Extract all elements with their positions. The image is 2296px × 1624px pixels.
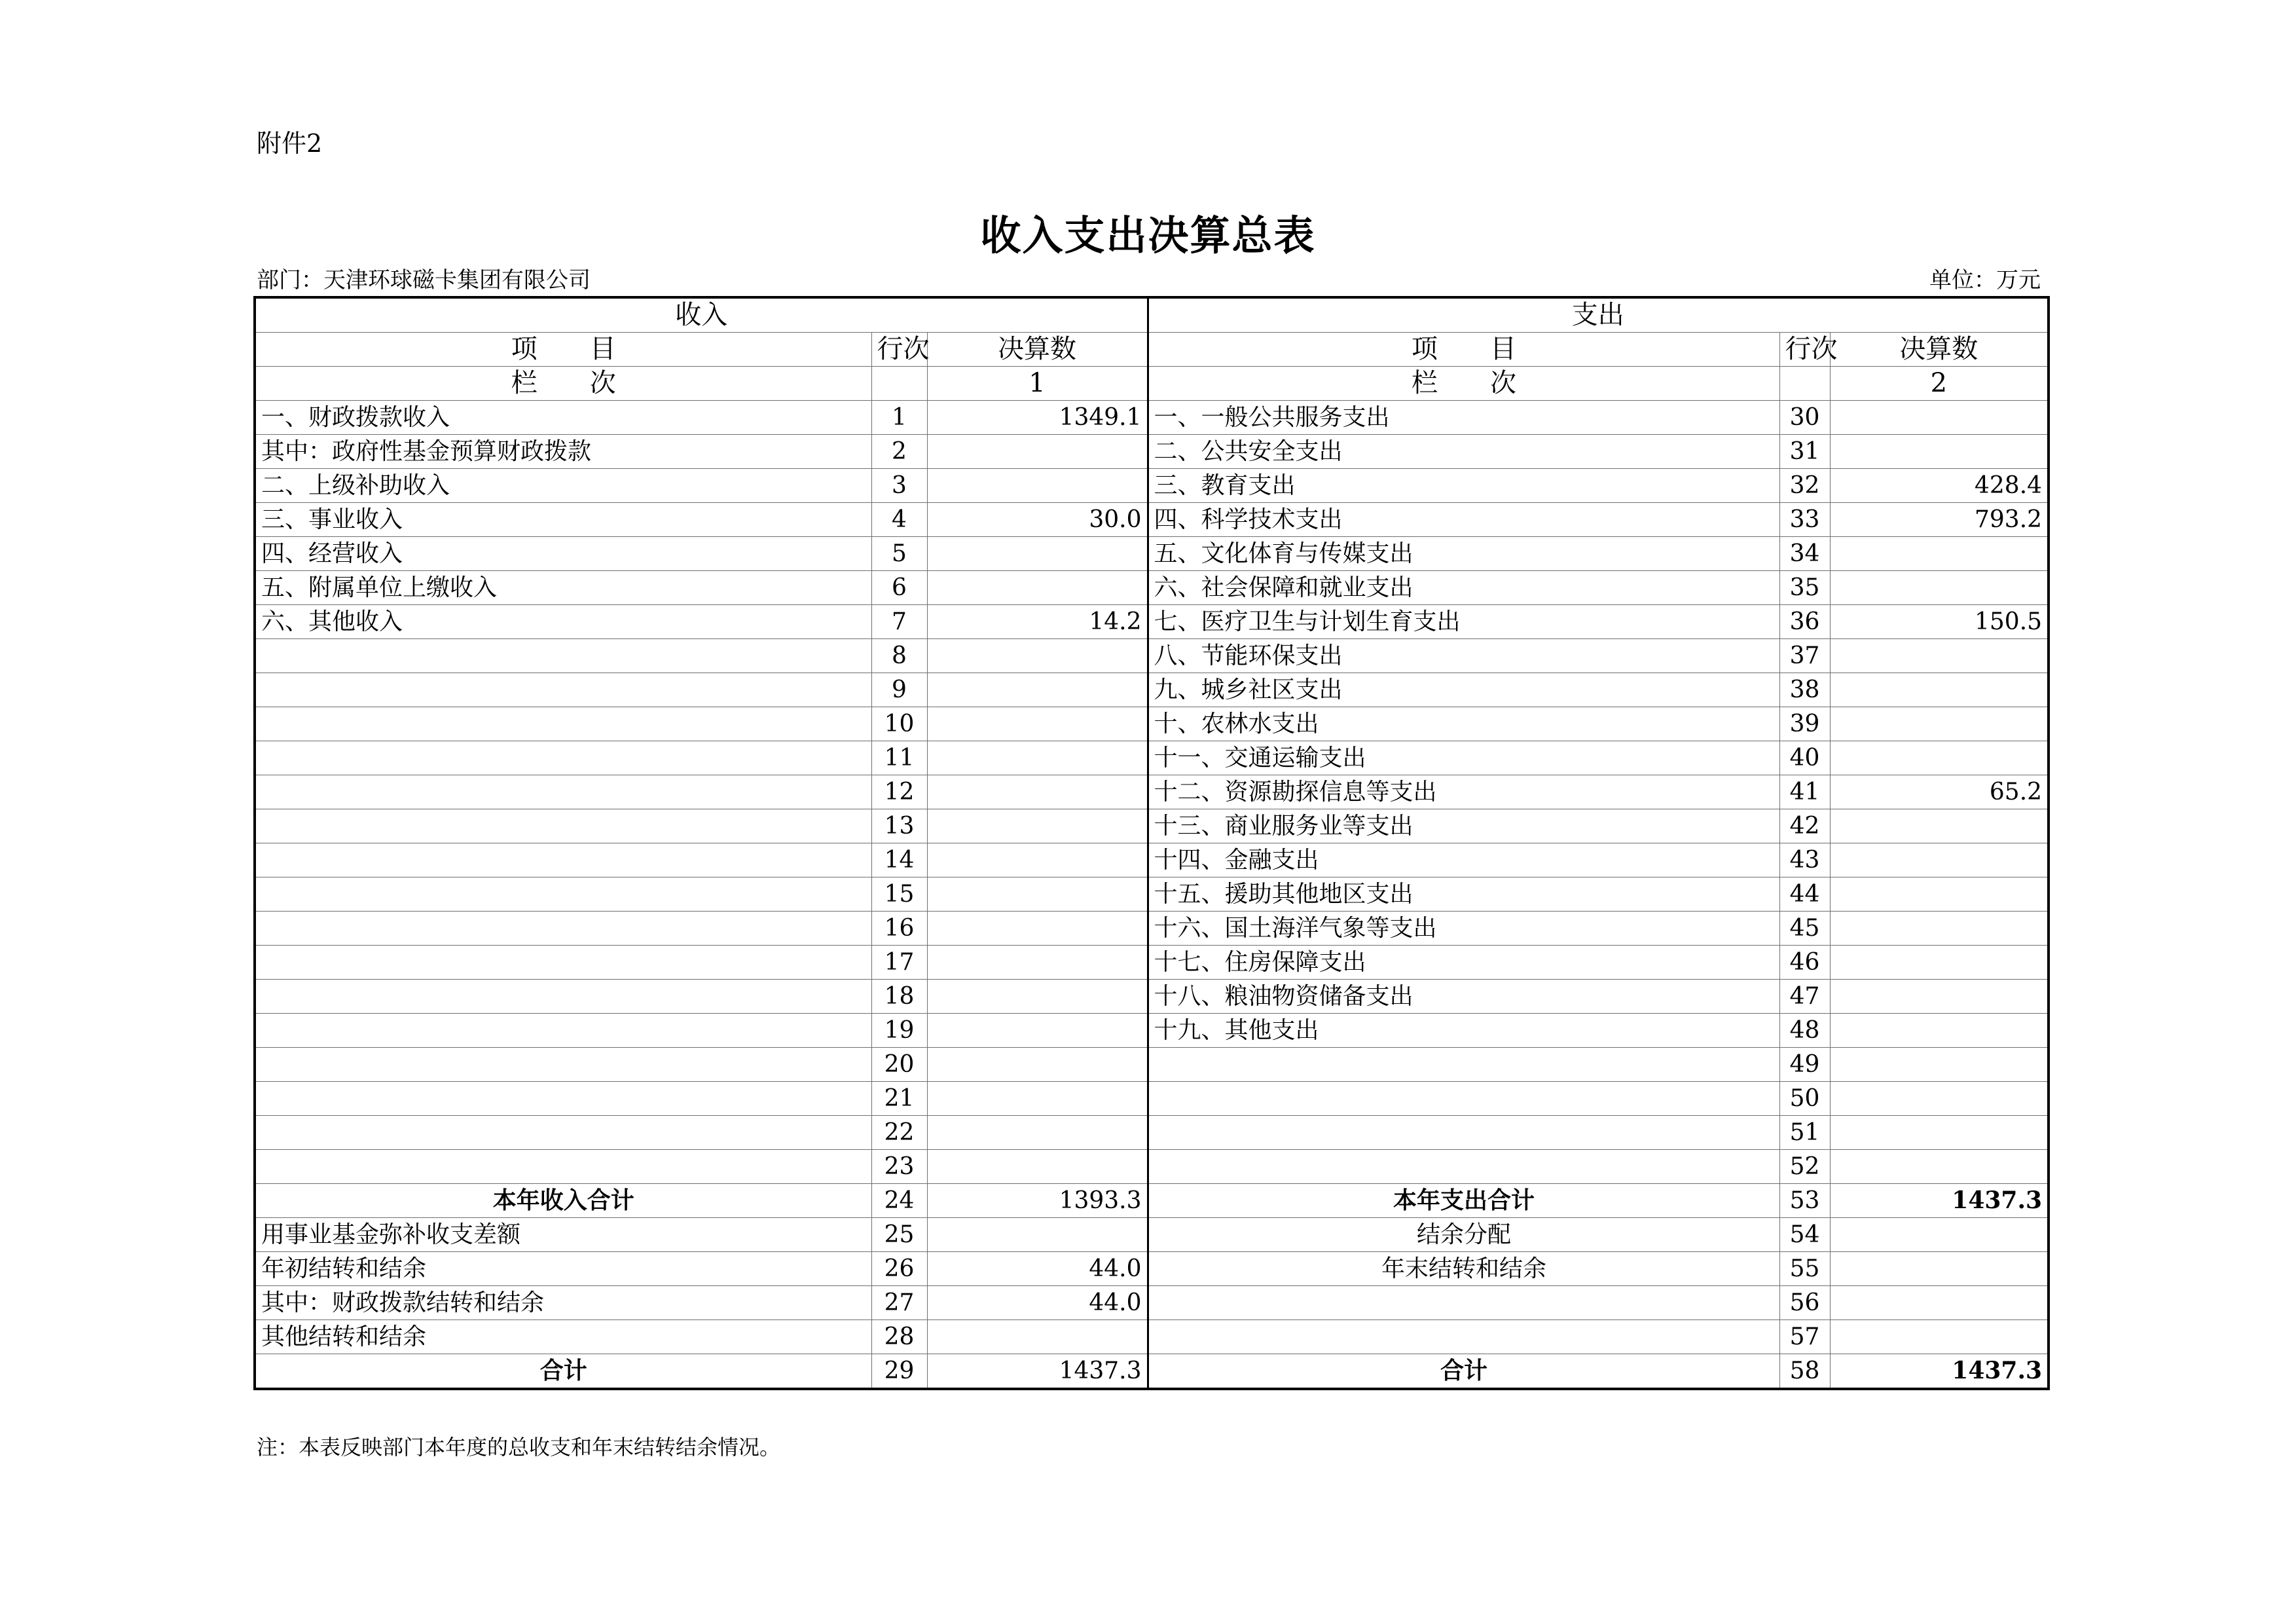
expense-amount	[1830, 980, 2049, 1014]
expense-row-no: 57	[1779, 1320, 1830, 1354]
expense-amount	[1830, 673, 2049, 707]
expense-amount	[1830, 435, 2049, 469]
income-amount	[927, 877, 1148, 912]
expense-item: 十九、其他支出	[1148, 1014, 1779, 1048]
expense-amount	[1830, 1014, 2049, 1048]
income-row-no: 19	[871, 1014, 927, 1048]
income-row-no: 16	[871, 912, 927, 946]
income-summary-item: 用事业基金弥补收支差额	[255, 1218, 871, 1252]
expense-row-no: 38	[1779, 673, 1830, 707]
expense-row-no: 32	[1779, 469, 1830, 503]
income-amount	[927, 1048, 1148, 1082]
column-number-row	[255, 367, 2049, 401]
table-row	[255, 980, 2049, 1014]
income-item	[255, 775, 871, 809]
expense-amount: 1437.3	[1830, 1354, 2049, 1390]
table-row	[255, 605, 2049, 639]
table-row	[255, 571, 2049, 605]
income-item	[255, 707, 871, 741]
expense-item: 十二、资源勘探信息等支出	[1148, 775, 1779, 809]
expense-amount	[1830, 1320, 2049, 1354]
income-row-no: 23	[871, 1150, 927, 1184]
expense-row-no: 55	[1779, 1252, 1830, 1286]
expense-amount	[1830, 401, 2049, 435]
expense-row-no: 47	[1779, 980, 1830, 1014]
expense-amount: 1437.3	[1830, 1184, 2049, 1218]
income-row-no: 14	[871, 843, 927, 877]
summary-row	[255, 1286, 2049, 1320]
table-row	[255, 912, 2049, 946]
income-amount: 1349.1	[927, 401, 1148, 435]
income-row-no: 3	[871, 469, 927, 503]
expense-amount	[1830, 877, 2049, 912]
expense-row-no: 49	[1779, 1048, 1830, 1082]
table-row	[255, 1082, 2049, 1116]
expense-item: 二、公共安全支出	[1148, 435, 1779, 469]
expense-row-no: 46	[1779, 946, 1830, 980]
income-amount: 1393.3	[927, 1184, 1148, 1218]
income-summary-item: 其中：财政拨款结转和结余	[255, 1286, 871, 1320]
income-row-no: 15	[871, 877, 927, 912]
table-row	[255, 401, 2049, 435]
column-header-row	[255, 333, 2049, 367]
expense-row-no: 41	[1779, 775, 1830, 809]
income-item: 四、经营收入	[255, 537, 871, 571]
income-amount	[927, 673, 1148, 707]
expense-amount: 150.5	[1830, 605, 2049, 639]
income-item	[255, 877, 871, 912]
income-row-no: 11	[871, 741, 927, 775]
expense-amount	[1830, 639, 2049, 673]
income-row-no: 10	[871, 707, 927, 741]
expense-amount	[1830, 912, 2049, 946]
table-row	[255, 503, 2049, 537]
income-item: 一、财政拨款收入	[255, 401, 871, 435]
income-summary-item: 本年收入合计	[255, 1184, 871, 1218]
expense-amount	[1830, 1048, 2049, 1082]
income-row-no: 20	[871, 1048, 927, 1082]
income-column-label: 栏 次	[255, 367, 871, 401]
expense-amount	[1830, 1082, 2049, 1116]
expense-row-no: 45	[1779, 912, 1830, 946]
expense-item	[1148, 1048, 1779, 1082]
expense-item	[1148, 1116, 1779, 1150]
income-amount	[927, 775, 1148, 809]
table-row	[255, 673, 2049, 707]
income-item	[255, 639, 871, 673]
income-item	[255, 1150, 871, 1184]
summary-row	[255, 1184, 2049, 1218]
expense-amount	[1830, 537, 2049, 571]
expense-amount	[1830, 741, 2049, 775]
income-amount: 1437.3	[927, 1354, 1148, 1390]
expense-amount: 65.2	[1830, 775, 2049, 809]
income-row-no: 7	[871, 605, 927, 639]
expense-row-no: 56	[1779, 1286, 1830, 1320]
table-row	[255, 809, 2049, 843]
summary-row	[255, 1320, 2049, 1354]
income-item: 二、上级补助收入	[255, 469, 871, 503]
expense-item: 八、节能环保支出	[1148, 639, 1779, 673]
income-item	[255, 741, 871, 775]
income-row-no: 27	[871, 1286, 927, 1320]
expense-row-no: 42	[1779, 809, 1830, 843]
income-amount	[927, 639, 1148, 673]
expense-item: 十、农林水支出	[1148, 707, 1779, 741]
income-item	[255, 1082, 871, 1116]
expense-row-no: 58	[1779, 1354, 1830, 1390]
income-row-no: 13	[871, 809, 927, 843]
expense-amount	[1830, 946, 2049, 980]
expense-amount	[1830, 1252, 2049, 1286]
income-summary-item: 年初结转和结余	[255, 1252, 871, 1286]
expense-row-no: 48	[1779, 1014, 1830, 1048]
expense-item: 四、科学技术支出	[1148, 503, 1779, 537]
income-item: 五、附属单位上缴收入	[255, 571, 871, 605]
expense-row-no: 33	[1779, 503, 1830, 537]
expense-row-no: 35	[1779, 571, 1830, 605]
income-amount-header: 决算数	[927, 333, 1148, 367]
table-row	[255, 639, 2049, 673]
income-item	[255, 980, 871, 1014]
expense-amount	[1830, 1286, 2049, 1320]
table-row	[255, 1014, 2049, 1048]
expense-summary-item: 结余分配	[1148, 1218, 1779, 1252]
income-section-header: 收入	[255, 297, 1148, 333]
income-amount	[927, 912, 1148, 946]
expense-item	[1148, 1150, 1779, 1184]
income-amount	[927, 1320, 1148, 1354]
expense-item: 十七、住房保障支出	[1148, 946, 1779, 980]
expense-amount	[1830, 1218, 2049, 1252]
income-row-no: 17	[871, 946, 927, 980]
income-row-no: 26	[871, 1252, 927, 1286]
expense-amount	[1830, 1150, 2049, 1184]
income-row-no: 21	[871, 1082, 927, 1116]
expense-row-no: 53	[1779, 1184, 1830, 1218]
expense-item: 一、一般公共服务支出	[1148, 401, 1779, 435]
footnote: 注：本表反映部门本年度的总收支和年末结转结余情况。	[257, 1435, 781, 1460]
income-row-no: 4	[871, 503, 927, 537]
income-item	[255, 912, 871, 946]
income-column-blank	[871, 367, 927, 401]
table-row	[255, 469, 2049, 503]
income-amount: 14.2	[927, 605, 1148, 639]
expense-row-no: 51	[1779, 1116, 1830, 1150]
expense-item: 十六、国土海洋气象等支出	[1148, 912, 1779, 946]
summary-row	[255, 1354, 2049, 1390]
expense-row-no: 34	[1779, 537, 1830, 571]
income-row-no: 24	[871, 1184, 927, 1218]
income-row-no: 8	[871, 639, 927, 673]
income-item: 三、事业收入	[255, 503, 871, 537]
expense-row-no: 36	[1779, 605, 1830, 639]
department-label: 部门：天津环球磁卡集团有限公司	[257, 267, 591, 293]
income-amount	[927, 946, 1148, 980]
income-item	[255, 946, 871, 980]
table-row	[255, 775, 2049, 809]
expense-row-no: 44	[1779, 877, 1830, 912]
expense-row-no: 50	[1779, 1082, 1830, 1116]
expense-amount	[1830, 707, 2049, 741]
table-row	[255, 435, 2049, 469]
summary-row	[255, 1218, 2049, 1252]
expense-row-no: 31	[1779, 435, 1830, 469]
expense-row-no: 52	[1779, 1150, 1830, 1184]
income-item	[255, 809, 871, 843]
table-row	[255, 741, 2049, 775]
income-item: 六、其他收入	[255, 605, 871, 639]
income-amount	[927, 571, 1148, 605]
income-amount	[927, 1218, 1148, 1252]
expense-row-no: 30	[1779, 401, 1830, 435]
expense-amount	[1830, 1116, 2049, 1150]
income-amount: 44.0	[927, 1252, 1148, 1286]
income-amount	[927, 809, 1148, 843]
expense-item: 十一、交通运输支出	[1148, 741, 1779, 775]
table-row	[255, 1150, 2049, 1184]
expense-row-no: 54	[1779, 1218, 1830, 1252]
table-row	[255, 877, 2049, 912]
expense-row-no: 43	[1779, 843, 1830, 877]
income-item-header: 项 目	[255, 333, 871, 367]
income-item	[255, 1116, 871, 1150]
income-amount: 30.0	[927, 503, 1148, 537]
income-amount	[927, 707, 1148, 741]
income-row-no: 28	[871, 1320, 927, 1354]
expense-amount: 428.4	[1830, 469, 2049, 503]
expense-summary-item	[1148, 1286, 1779, 1320]
income-amount	[927, 1082, 1148, 1116]
expense-item: 九、城乡社区支出	[1148, 673, 1779, 707]
expense-summary-item: 本年支出合计	[1148, 1184, 1779, 1218]
summary-row	[255, 1252, 2049, 1286]
income-row-no: 2	[871, 435, 927, 469]
table-row	[255, 1116, 2049, 1150]
income-row-no: 9	[871, 673, 927, 707]
income-row-no: 18	[871, 980, 927, 1014]
expense-column-label: 栏 次	[1148, 367, 1779, 401]
income-amount	[927, 980, 1148, 1014]
expense-summary-item: 合计	[1148, 1354, 1779, 1390]
expense-row-no: 40	[1779, 741, 1830, 775]
income-column-number: 1	[927, 367, 1148, 401]
expense-column-blank	[1779, 367, 1830, 401]
expense-summary-item: 年末结转和结余	[1148, 1252, 1779, 1286]
expense-item: 十八、粮油物资储备支出	[1148, 980, 1779, 1014]
table-row	[255, 707, 2049, 741]
income-row-no: 29	[871, 1354, 927, 1390]
expense-amount	[1830, 843, 2049, 877]
income-amount	[927, 1014, 1148, 1048]
expense-item: 七、医疗卫生与计划生育支出	[1148, 605, 1779, 639]
income-item	[255, 1048, 871, 1082]
income-row-no: 1	[871, 401, 927, 435]
expense-row-no: 37	[1779, 639, 1830, 673]
income-row-no: 22	[871, 1116, 927, 1150]
income-amount	[927, 469, 1148, 503]
income-summary-item: 其他结转和结余	[255, 1320, 871, 1354]
income-amount	[927, 537, 1148, 571]
income-summary-item: 合计	[255, 1354, 871, 1390]
expense-item: 六、社会保障和就业支出	[1148, 571, 1779, 605]
expense-item	[1148, 1082, 1779, 1116]
table-row	[255, 537, 2049, 571]
expense-amount-header: 决算数	[1830, 333, 2049, 367]
income-amount	[927, 843, 1148, 877]
expense-row-no-header: 行次	[1779, 333, 1830, 367]
expense-amount: 793.2	[1830, 503, 2049, 537]
income-amount	[927, 1150, 1148, 1184]
table-row	[255, 946, 2049, 980]
expense-item: 五、文化体育与传媒支出	[1148, 537, 1779, 571]
income-item	[255, 673, 871, 707]
section-header-row	[255, 297, 2049, 333]
table-row	[255, 843, 2049, 877]
income-row-no: 6	[871, 571, 927, 605]
income-amount	[927, 741, 1148, 775]
expense-item: 十四、金融支出	[1148, 843, 1779, 877]
expense-row-no: 39	[1779, 707, 1830, 741]
expense-column-number: 2	[1830, 367, 2049, 401]
income-amount	[927, 1116, 1148, 1150]
page-title: 收入支出决算总表	[980, 212, 1316, 259]
income-item: 其中：政府性基金预算财政拨款	[255, 435, 871, 469]
income-row-no: 25	[871, 1218, 927, 1252]
expense-amount	[1830, 571, 2049, 605]
table-row	[255, 1048, 2049, 1082]
budget-table	[253, 296, 2050, 1390]
unit-label: 单位：万元	[1929, 267, 2041, 293]
attachment-label: 附件2	[257, 129, 323, 158]
expense-section-header: 支出	[1148, 297, 2049, 333]
expense-item-header: 项 目	[1148, 333, 1779, 367]
expense-item: 十五、援助其他地区支出	[1148, 877, 1779, 912]
expense-amount	[1830, 809, 2049, 843]
income-item	[255, 843, 871, 877]
income-amount: 44.0	[927, 1286, 1148, 1320]
income-row-no-header: 行次	[871, 333, 927, 367]
expense-summary-item	[1148, 1320, 1779, 1354]
expense-item: 三、教育支出	[1148, 469, 1779, 503]
expense-item: 十三、商业服务业等支出	[1148, 809, 1779, 843]
income-row-no: 12	[871, 775, 927, 809]
income-item	[255, 1014, 871, 1048]
income-row-no: 5	[871, 537, 927, 571]
income-amount	[927, 435, 1148, 469]
